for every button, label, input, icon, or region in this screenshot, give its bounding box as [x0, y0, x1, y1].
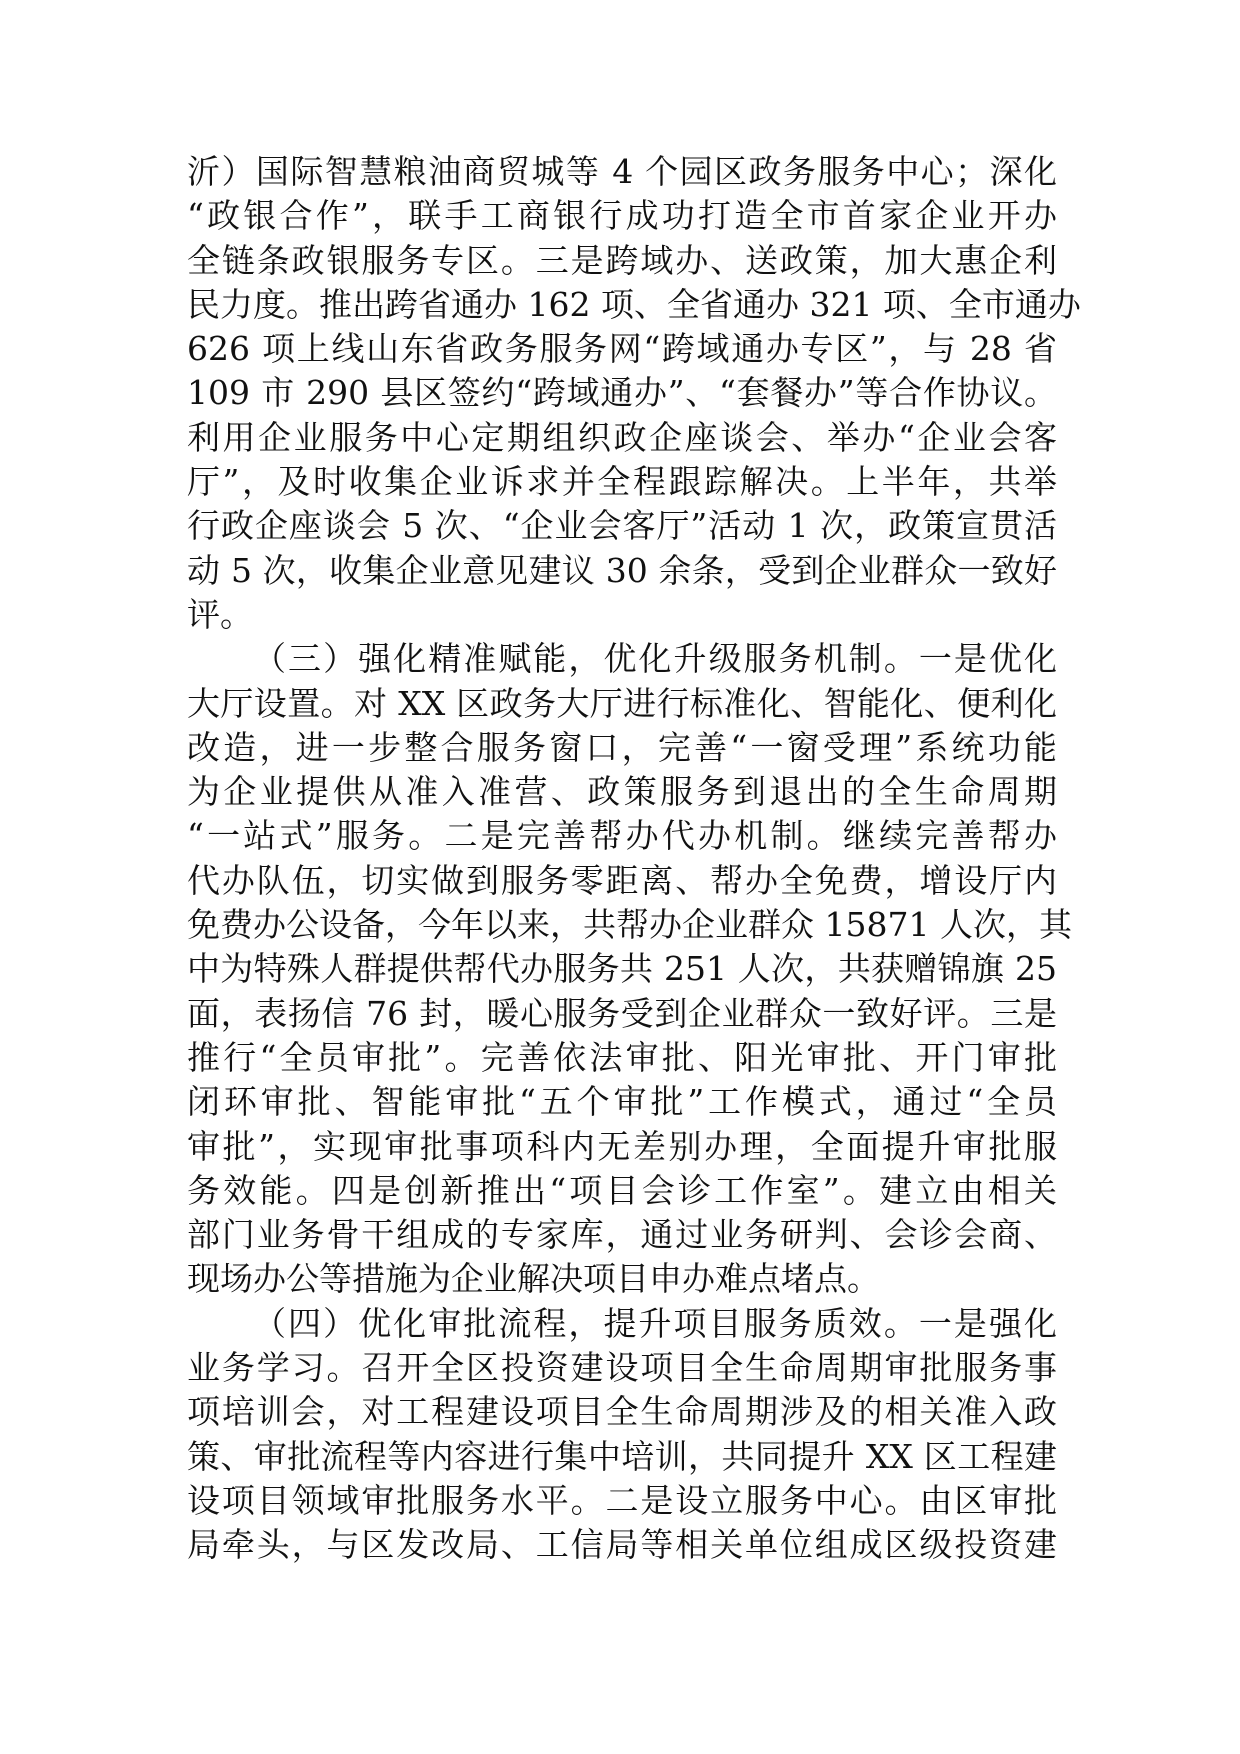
- document-page: [187, 150, 1081, 1568]
- text-line: 626 项上线山东省政务服务网“跨域通办专区”，与 28 省: [187, 329, 1057, 369]
- text-line: 代办队伍，切实做到服务零距离、帮办全免费，增设厅内: [187, 860, 1057, 900]
- text-line: 局牵头，与区发改局、工信局等相关单位组成区级投资建: [187, 1525, 1057, 1565]
- text-line: “政银合作”，联手工商银行成功打造全市首家企业开办: [187, 196, 1057, 236]
- text-line: 项培训会，对工程建设项目全生命周期涉及的相关准入政: [187, 1392, 1057, 1432]
- text-line: 沂）国际智慧粮油商贸城等 4 个园区政务服务中心；深化: [187, 152, 1057, 191]
- text-line: 中为特殊人群提供帮代办服务共 251 人次，共获赠锦旗 25: [187, 949, 1057, 989]
- text-line: 免费办公设备，今年以来，共帮办企业群众 15871 人次，其: [187, 905, 1072, 945]
- text-line: 为企业提供从准入准营、政策服务到退出的全生命周期: [187, 772, 1057, 812]
- text-line: 大厅设置。对 XX 区政务大厅进行标准化、智能化、便利化: [187, 683, 1057, 723]
- text-line: 厅”，及时收集企业诉求并全程跟踪解决。上半年，共举: [187, 462, 1057, 502]
- text-line: 闭环审批、智能审批“五个审批”工作模式，通过“全员: [187, 1082, 1057, 1122]
- text-line: “一站式”服务。二是完善帮办代办机制。继续完善帮办: [187, 816, 1057, 856]
- text-line: 民力度。推出跨省通办 162 项、全省通办 321 项、全市通办: [187, 284, 1081, 324]
- text-line: 推行“全员审批”。完善依法审批、阳光审批、开门审批: [187, 1037, 1057, 1077]
- text-line: 审批”，实现审批事项科内无差别办理，全面提升审批服: [187, 1126, 1057, 1166]
- section-heading-line: （四）优化审批流程，提升项目服务质效。一是强化: [253, 1303, 1057, 1343]
- text-line: 109 市 290 县区签约“跨域通办”、“套餐办”等合作协议。: [187, 373, 1057, 413]
- text-line: 利用企业服务中心定期组织政企座谈会、举办“企业会客: [187, 417, 1057, 457]
- text-line: 评。: [187, 594, 253, 634]
- text-line: 设项目领域审批服务水平。二是设立服务中心。由区审批: [187, 1480, 1057, 1520]
- text-line: 面，表扬信 76 封，暖心服务受到企业群众一致好评。三是: [187, 993, 1057, 1033]
- text-line: 行政企座谈会 5 次、“企业会客厅”活动 1 次，政策宣贯活: [187, 506, 1057, 546]
- text-line: 全链条政银服务专区。三是跨域办、送政策，加大惠企利: [187, 240, 1057, 280]
- text-line: 部门业务骨干组成的专家库，通过业务研判、会诊会商、: [187, 1215, 1057, 1255]
- text-line: 务效能。四是创新推出“项目会诊工作室”。建立由相关: [187, 1170, 1057, 1210]
- text-line: 动 5 次，收集企业意见建议 30 余条，受到企业群众一致好: [187, 550, 1057, 590]
- text-line: 业务学习。召开全区投资建设项目全生命周期审批服务事: [187, 1348, 1057, 1388]
- text-line: 现场办公等措施为企业解决项目申办难点堵点。: [187, 1259, 880, 1299]
- text-line: 改造，进一步整合服务窗口，完善“一窗受理”系统功能: [187, 727, 1057, 767]
- section-heading-line: （三）强化精准赋能，优化升级服务机制。一是优化: [253, 639, 1057, 679]
- text-line: 策、审批流程等内容进行集中培训，共同提升 XX 区工程建: [187, 1436, 1057, 1476]
